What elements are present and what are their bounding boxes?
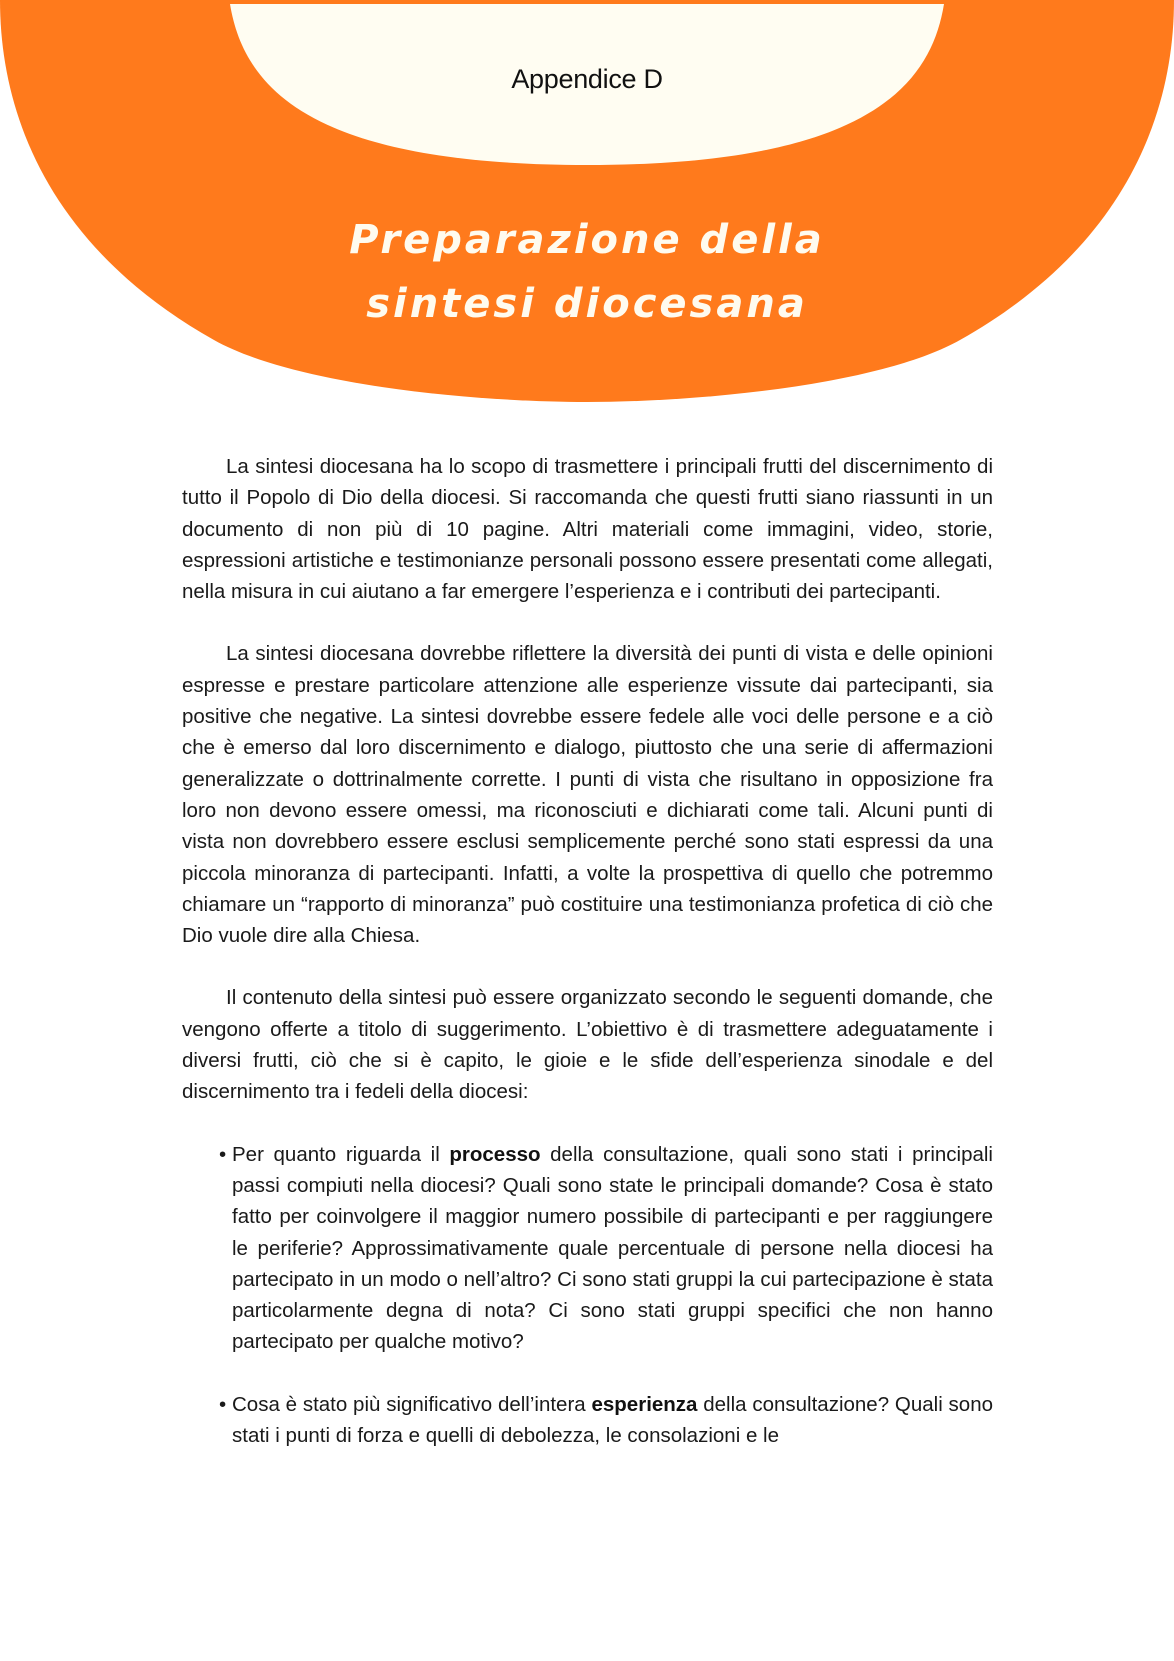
page-title-line-2: sintesi diocesana [366, 281, 808, 327]
body-text [182, 451, 993, 1482]
question-list [182, 1139, 993, 1452]
paragraph-diversity: La sintesi diocesana dovrebbe riflettere la diversità dei punti di vista e delle opinioni espresse e prestare particolare attenzione alle esperienze vissute dai partecipanti, sia positive che negative. La sintesi dovrebbe essere fedele alle voci delle persone e a ciò che è emerso dal loro discernimento e dialogo, piuttosto che una serie di affermazioni generalizzate o dottrinalmente corrette. I punti di vista che risultano in opposizione fra loro non devono essere omessi, ma riconosciuti e dichiarati come tali. Alcuni punti di vista non dovrebbero essere esclusi semplicemente perché sono stati espressi da una piccola minoranza di partecipanti. Infatti, a volte la prospettiva di quello che potremmo chiamare un “rapporto di minoranza” può costituire una testimonianza profetica di ciò che Dio vuole dire alla Chiesa. [182, 642, 993, 948]
paragraph-purpose: La sintesi diocesana ha lo scopo di trasmettere i principali frutti del discernimento di tutto il Popolo di Dio della diocesi. Si raccomanda che questi frutti siano riassunti in un documento di non più di 10 pagine. Altri materiali come immagini, video, storie, espressioni artistiche e testimonianze personali possono essere presentati come allegati, nella misura in cui aiutano a far emergere l’esperienza e i contributi dei partecipanti. [182, 455, 993, 604]
page-title-line-1: Preparazione della [349, 217, 825, 263]
list-item-experience [219, 1389, 993, 1452]
bullet-text-before: Cosa è stato più significativo dell’intera [232, 1392, 592, 1416]
page-title [0, 208, 1174, 336]
bullet-text-after: della consultazione? Quali sono stati i punti di forza e quelli di debolezza, le consolazioni e le [232, 1392, 993, 1448]
bullet-icon: • [219, 1142, 227, 1166]
bullet-keyword: processo [449, 1142, 541, 1166]
bullet-text-before: Per quanto riguarda il [232, 1142, 450, 1166]
bullet-icon: • [219, 1392, 227, 1416]
appendix-label: Appendice D [511, 64, 663, 94]
bullet-keyword: esperienza [591, 1392, 698, 1416]
list-item-process [219, 1139, 993, 1358]
paragraph-content-organization: Il contenuto della sintesi può essere organizzato secondo le seguenti domande, che vengono offerte a titolo di suggerimento. L’obiettivo è di trasmettere adeguatamente i diversi frutti, ciò che si è capito, le gioie e le sfide dell’esperienza sinodale e del discernimento tra i fedeli della diocesi: [182, 986, 993, 1104]
header-arch-graphic [0, 0, 1174, 410]
bullet-text-after: della consultazione, quali sono stati i principali passi compiuti nella diocesi? Quali sono state le principali domande? Cosa è stato fatto per coinvolgere il maggior numero possibile di partecipanti e per raggiungere le periferie? Approssimativamente quale percentuale di persone nella diocesi ha partecipato in un modo o nell’altro? Ci sono stati gruppi la cui partecipazione è stata particolarmente degna di nota? Ci sono stati gruppi specifici che non hanno partecipato per qualche motivo? [232, 1142, 993, 1354]
